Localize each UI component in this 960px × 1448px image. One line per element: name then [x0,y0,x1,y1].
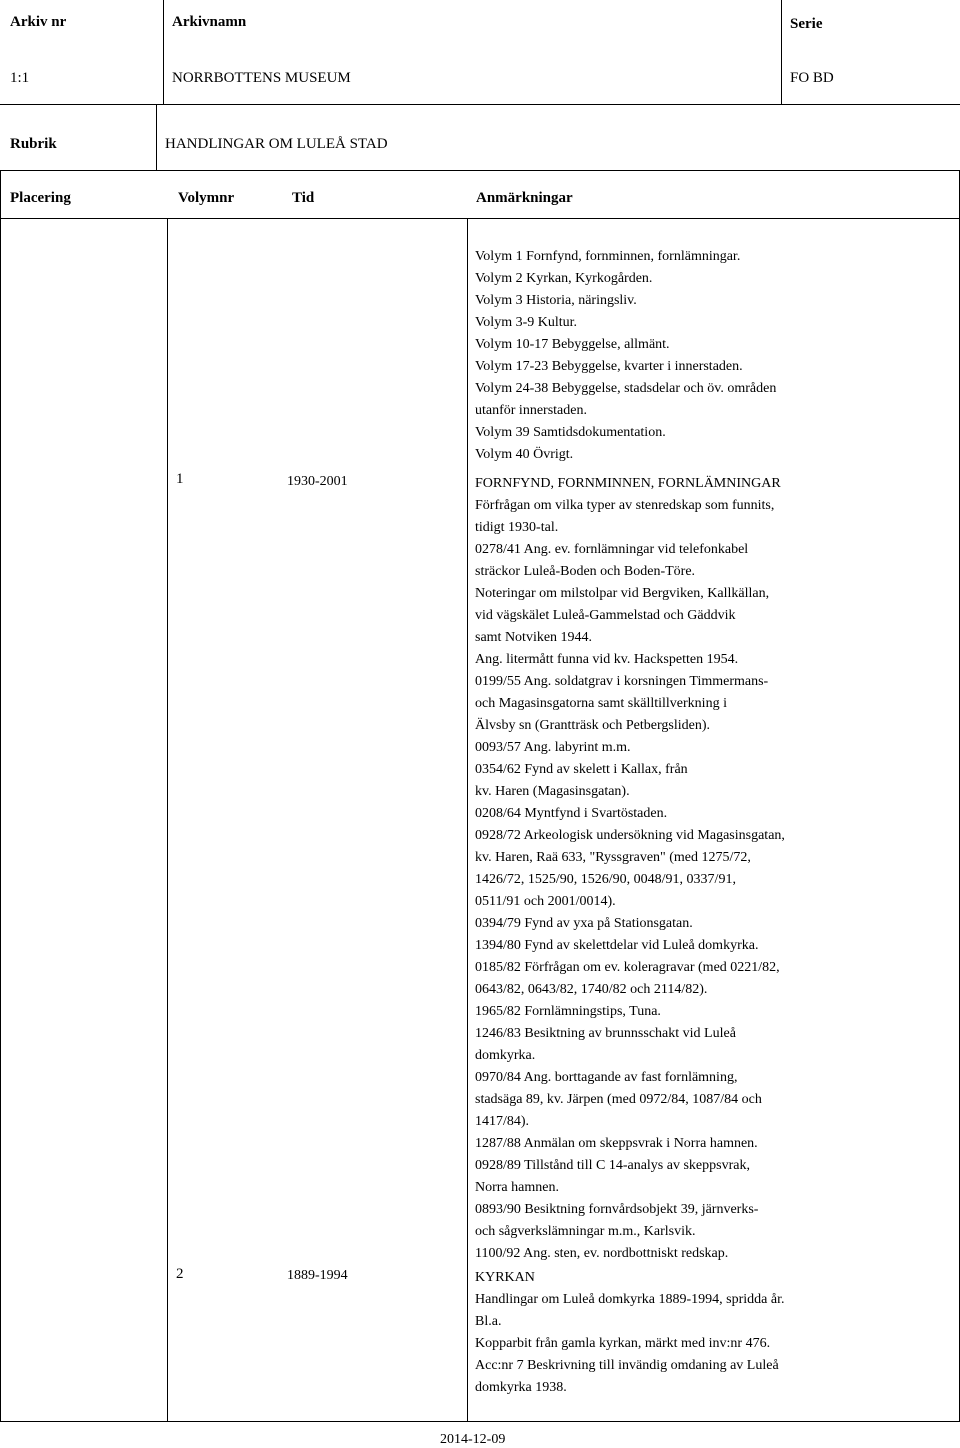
intro-line: Volym 3 Historia, näringsliv. [475,293,637,308]
note-line: Bl.a. [475,1314,502,1329]
intro-line: Volym 39 Samtidsdokumentation. [475,425,666,440]
note-line: 0928/89 Tillstånd till C 14-analys av skeppsvrak, [475,1158,750,1173]
note-line: 1246/83 Besiktning av brunnsschakt vid Luleå [475,1026,736,1041]
header-divider-1 [163,0,164,104]
note-line: stadsäga 89, kv. Järpen (med 0972/84, 1087/84 och [475,1092,762,1107]
intro-line: Volym 1 Fornfynd, fornminnen, fornlämningar. [475,249,741,264]
intro-line: Volym 40 Övrigt. [475,447,574,462]
note-line: 0511/91 och 2001/0014). [475,894,616,909]
volume-1-notes [475,473,785,1265]
note-line: 0093/57 Ang. labyrint m.m. [475,740,631,755]
note-line: 1965/82 Fornlämningstips, Tuna. [475,1004,661,1019]
intro-line: Volym 24-38 Bebyggelse, stadsdelar och öv. områden [475,381,777,396]
note-line: Kopparbit från gamla kyrkan, märkt med inv:nr 476. [475,1336,771,1351]
note-line: tidigt 1930-tal. [475,520,559,535]
rubrik-value: HANDLINGAR OM LULEÅ STAD [165,136,388,152]
arkivnr-label: Arkiv nr [10,14,67,30]
note-line: sträckor Luleå-Boden och Boden-Töre. [475,564,696,579]
column-divider-tid [467,218,468,1422]
note-line: samt Notviken 1944. [475,630,593,645]
serie-label: Serie [790,16,823,32]
body-bottom-rule [0,1421,960,1422]
note-line: kv. Haren, Raä 633, "Ryssgraven" (med 1275/72, [475,850,751,865]
note-line: KYRKAN [475,1270,535,1285]
volume-2-volymnr: 2 [176,1266,184,1282]
note-line: 0208/64 Myntfynd i Svartöstaden. [475,806,668,821]
serie-value: FO BD [790,70,834,86]
note-line: 0970/84 Ang. borttagande av fast fornlämning, [475,1070,738,1085]
note-line: 0643/82, 0643/82, 1740/82 och 2114/82). [475,982,708,997]
column-divider-placering [167,218,168,1422]
placering-label: Placering [10,190,71,206]
intro-line: Volym 3-9 Kultur. [475,315,578,330]
intro-line: Volym 2 Kyrkan, Kyrkogården. [475,271,653,286]
note-line: Handlingar om Luleå domkyrka 1889-1994, spridda år. [475,1292,785,1307]
note-line: Ang. litermått funna vid kv. Hackspetten 1954. [475,652,739,667]
header-divider-2 [781,0,782,104]
note-line: Norra hamnen. [475,1180,559,1195]
note-line: domkyrka 1938. [475,1380,567,1395]
header-rule-2 [0,170,960,171]
note-line: 1100/92 Ang. sten, ev. nordbottniskt redskap. [475,1246,729,1261]
note-line: 1417/84). [475,1114,530,1129]
note-line: 1394/80 Fynd av skelettdelar vid Luleå domkyrka. [475,938,759,953]
rubrik-divider [156,104,157,170]
volume-2-tid: 1889-1994 [287,1268,348,1283]
note-line: domkyrka. [475,1048,536,1063]
volymnr-label: Volymnr [178,190,235,206]
intro-block [475,246,776,466]
volume-1-volymnr: 1 [176,471,184,487]
note-line: kv. Haren (Magasinsgatan). [475,784,630,799]
note-line: 0278/41 Ang. ev. fornlämningar vid telefonkabel [475,542,749,557]
body-left-border [0,170,1,1422]
arkivnr-value: 1:1 [10,70,30,86]
note-line: Förfrågan om vilka typer av stenredskap som funnits, [475,498,775,513]
intro-line: Volym 17-23 Bebyggelse, kvarter i innerstaden. [475,359,743,374]
header-rule-3 [0,218,960,219]
intro-line: utanför innerstaden. [475,403,587,418]
note-line: 1426/72, 1525/90, 1526/90, 0048/91, 0337/91, [475,872,736,887]
note-line: 1287/88 Anmälan om skeppsvrak i Norra hamnen. [475,1136,758,1151]
note-line: Noteringar om milstolpar vid Bergviken, Kallkällan, [475,586,770,601]
volume-1-tid: 1930-2001 [287,474,348,489]
note-line: och Magasinsgatorna samt skälltillverkning i [475,696,727,711]
note-line: 0354/62 Fynd av skelett i Kallax, från [475,762,688,777]
note-line: 0893/90 Besiktning fornvårdsobjekt 39, järnverks- [475,1202,759,1217]
header-rule-1 [0,104,960,105]
note-line: FORNFYND, FORNMINNEN, FORNLÄMNINGAR [475,476,781,491]
rubrik-label: Rubrik [10,136,57,152]
note-line: 0394/79 Fynd av yxa på Stationsgatan. [475,916,693,931]
tid-label: Tid [292,190,315,206]
note-line: Älvsby sn (Grantträsk och Petbergsliden). [475,718,710,733]
note-line: 0185/82 Förfrågan om ev. koleragravar (med 0221/82, [475,960,780,975]
note-line: och sågverkslämningar m.m., Karlsvik. [475,1224,696,1239]
intro-line: Volym 10-17 Bebyggelse, allmänt. [475,337,670,352]
anmarkningar-label: Anmärkningar [476,190,573,206]
volume-2-notes [475,1267,784,1399]
arkivnamn-value: NORRBOTTENS MUSEUM [172,70,351,86]
note-line: 0928/72 Arkeologisk undersökning vid Magasinsgatan, [475,828,785,843]
note-line: vid vägskälet Luleå-Gammelstad och Gäddvik [475,608,736,623]
note-line: 0199/55 Ang. soldatgrav i korsningen Timmermans- [475,674,769,689]
note-line: Acc:nr 7 Beskrivning till invändig omdaning av Luleå [475,1358,779,1373]
footer-date: 2014-12-09 [440,1432,506,1447]
arkivnamn-label: Arkivnamn [172,14,247,30]
